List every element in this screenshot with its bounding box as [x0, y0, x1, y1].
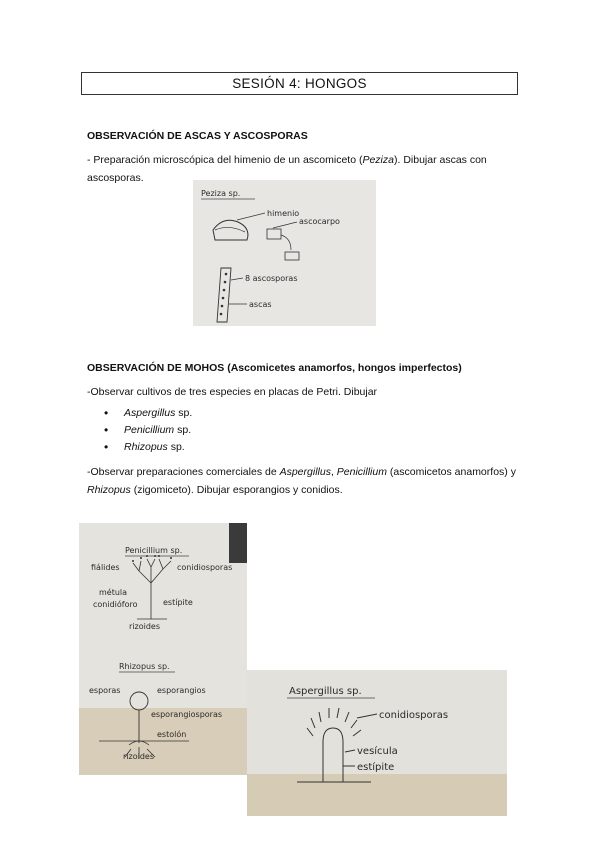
label-rizoides-rhizopus: rizoides [123, 752, 154, 761]
label-ascas: ascas [249, 300, 272, 309]
list-item: • Aspergillus sp. [97, 405, 192, 422]
label-ascosporas: 8 ascosporas [245, 274, 298, 283]
species-list [97, 405, 192, 456]
label-esporangios: esporangios [157, 686, 206, 695]
label-esporangiosporas: esporangiosporas [151, 710, 223, 719]
penicillium-title: Penicillium sp. [125, 546, 183, 555]
label-ascocarpo: ascocarpo [299, 217, 340, 226]
label-fialides: fiálides [91, 563, 120, 572]
label-estipite-aspergillus: estípite [357, 762, 395, 773]
label-rizoides-penicillium: rizoides [129, 622, 160, 631]
label-esporas: esporas [89, 686, 121, 695]
label-estipite: estípite [163, 598, 193, 607]
label-himenio: himenio [267, 209, 300, 218]
section1-paragraph: - Preparación microscópica del himenio de un ascomiceto (Peziza). Dibujar ascas con ascosporas. [87, 154, 487, 184]
peziza-title: Peziza sp. [201, 189, 241, 198]
section2-intro: -Observar cultivos de tres especies en placas de Petri. Dibujar [87, 386, 378, 398]
rhizopus-title: Rhizopus sp. [119, 662, 170, 671]
label-metula: métula [99, 588, 128, 597]
label-conidioforo: conidióforo [93, 600, 138, 609]
aspergillus-drawing [247, 670, 507, 816]
peziza-drawing [193, 180, 376, 326]
list-item: • Penicillium sp. [97, 422, 192, 439]
label-conidiosporas-aspergillus: conidiosporas [379, 710, 449, 721]
section2-heading: OBSERVACIÓN DE MOHOS (Ascomicetes anamorfos, hongos imperfectos) [87, 362, 462, 374]
penicillium-rhizopus-drawing [79, 523, 247, 775]
page-title: SESIÓN 4: HONGOS [81, 72, 518, 95]
label-estolon: estolón [157, 730, 187, 739]
aspergillus-title: Aspergillus sp. [289, 686, 362, 697]
label-conidiosporas: conidiosporas [177, 563, 233, 572]
label-vesicula: vesícula [357, 746, 398, 757]
section2-paragraph: -Observar preparaciones comerciales de Aspergillus, Penicillium (ascomicetos anamorfos) y Rhizopus (zigomiceto). Dibujar esporangios y conidios. [87, 466, 516, 496]
section1-heading: OBSERVACIÓN DE ASCAS Y ASCOSPORAS [87, 130, 308, 142]
list-item: • Rhizopus sp. [97, 439, 192, 456]
